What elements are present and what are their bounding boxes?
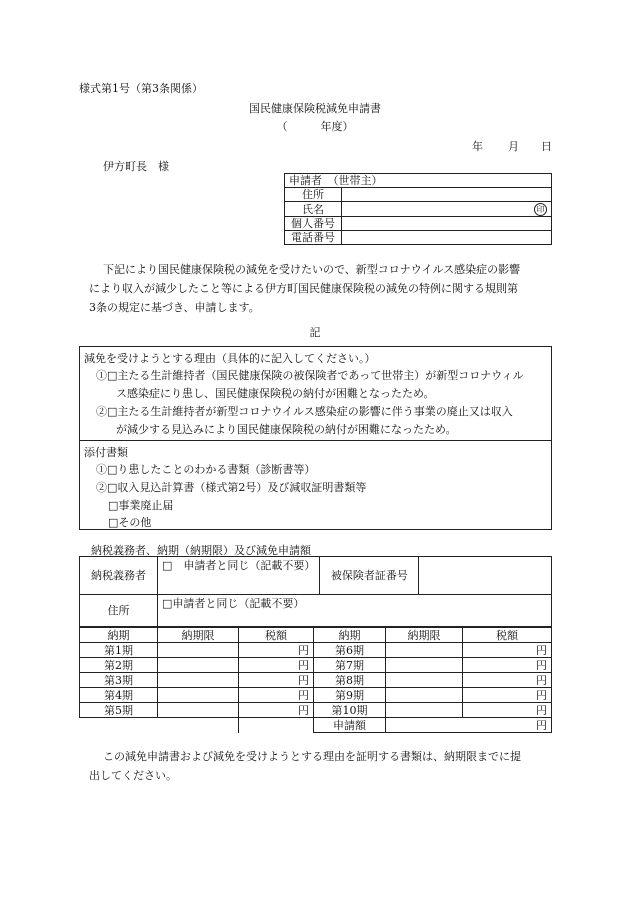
blank-cell — [158, 718, 239, 733]
name-field[interactable] — [342, 202, 552, 217]
amount-cell[interactable]: 円 — [463, 658, 552, 673]
addressee: 伊方町長 様 — [103, 160, 169, 173]
form-title: 国民健康保険税減免申請書 — [249, 102, 381, 115]
reason-item-1-cont: ス感染症にり患し、国民健康保険税の納付が困難となったため。 — [116, 387, 435, 400]
period-label: 第4期 — [80, 688, 158, 703]
amount-cell[interactable]: 円 — [239, 673, 314, 688]
footer-line-1: この減免申請書および減免を受けようとする理由を証明する書類は、納期限までに提 — [103, 750, 521, 763]
phone-label: 電話番号 — [285, 231, 342, 245]
total-amount-cell[interactable]: 円 — [386, 718, 552, 733]
name-label: 氏名 — [285, 202, 342, 217]
deadline-cell[interactable] — [386, 643, 463, 658]
period-label: 第2期 — [80, 658, 158, 673]
reason-attachments-box — [79, 346, 552, 530]
applicant-table — [284, 173, 552, 245]
taxpayer-table — [79, 556, 552, 627]
form-number: 様式第1号（第3条関係） — [79, 82, 203, 95]
attachment-item-1[interactable]: ①□り患したことのわかる書類（診断書等） — [96, 463, 316, 476]
total-label: 申請額 — [314, 718, 386, 733]
period-label: 第10期 — [314, 703, 386, 718]
intro-line-2: により収入が減少したこと等による伊方町国民健康保険税の減免の特例に関する規則第 — [89, 282, 518, 295]
box-divider — [80, 440, 551, 441]
reason-item-2-cont: が減少する見込みにより国民健康保険税の納付が困難になったため。 — [116, 423, 457, 436]
attachment-sub-1[interactable]: □事業廃止届 — [108, 499, 174, 512]
reason-item-1[interactable]: ①□主たる生計維持者（国民健康保険の被保険者であって世帯主）が新型コロナウィル — [96, 369, 524, 382]
amount-cell[interactable]: 円 — [463, 688, 552, 703]
deadline-cell[interactable] — [158, 643, 239, 658]
period-label: 第8期 — [314, 673, 386, 688]
amount-cell[interactable]: 円 — [239, 703, 314, 718]
col-amount-right: 税額 — [463, 628, 552, 643]
date-day: 日 — [541, 140, 552, 153]
deadline-cell[interactable] — [386, 658, 463, 673]
reason-heading: 減免を受けようとする理由（具体的に記入してください。） — [84, 352, 376, 365]
deadline-cell[interactable] — [158, 688, 239, 703]
col-deadline-left: 納期限 — [158, 628, 239, 643]
col-amount-left: 税額 — [239, 628, 314, 643]
period-label: 第5期 — [80, 703, 158, 718]
seal-mark: 印 — [534, 203, 547, 216]
deadline-cell[interactable] — [386, 688, 463, 703]
intro-line-3: 3条の規定に基づき、申請します。 — [89, 301, 260, 314]
phone-field[interactable] — [342, 231, 552, 245]
payment-heading: 納税義務者、納期（納期限）及び減免申請額 — [91, 544, 311, 557]
deadline-cell[interactable] — [386, 673, 463, 688]
intro-line-1: 下記により国民健康保険税の減免を受けたいので、新型コロナウイルス感染症の影響 — [103, 263, 521, 276]
applicant-heading: 申請者 （世帯主） — [285, 174, 552, 188]
period-label: 第9期 — [314, 688, 386, 703]
blank-cell — [80, 718, 158, 733]
personal-number-label: 個人番号 — [285, 217, 342, 231]
taxpayer-address-label: 住所 — [80, 595, 158, 627]
insured-number-label: 被保険者証番号 — [320, 557, 419, 595]
deadline-cell[interactable] — [158, 673, 239, 688]
address-label: 住所 — [285, 188, 342, 202]
taxpayer-same-checkbox[interactable]: □ 申請者と同じ（記載不要） — [158, 557, 320, 595]
deadline-cell[interactable] — [386, 703, 463, 718]
period-label: 第6期 — [314, 643, 386, 658]
footer-line-2: 出してください。 — [89, 769, 177, 782]
ki-heading: 記 — [309, 326, 321, 339]
attachments-heading: 添付書類 — [84, 446, 128, 459]
col-period-left: 納期 — [80, 628, 158, 643]
personal-number-field[interactable] — [342, 217, 552, 231]
fiscal-year: （ 年度） — [276, 120, 354, 133]
amount-cell[interactable]: 円 — [239, 658, 314, 673]
date-year: 年 — [472, 140, 483, 153]
col-period-right: 納期 — [314, 628, 386, 643]
blank-cell — [239, 718, 314, 733]
reason-item-2[interactable]: ②□主たる生計維持者が新型コロナウイルス感染症の影響に伴う事業の廃止又は収入 — [96, 405, 513, 418]
date-month: 月 — [508, 140, 519, 153]
amount-cell[interactable]: 円 — [463, 703, 552, 718]
amount-cell[interactable]: 円 — [239, 688, 314, 703]
amount-cell[interactable]: 円 — [463, 643, 552, 658]
deadline-cell[interactable] — [158, 703, 239, 718]
amount-cell[interactable]: 円 — [239, 643, 314, 658]
attachment-item-2[interactable]: ②□収入見込計算書（様式第2号）及び減収証明書類等 — [96, 481, 367, 494]
address-field[interactable] — [342, 188, 552, 202]
insured-number-field[interactable] — [419, 557, 552, 595]
taxpayer-address-same-checkbox[interactable]: □申請者と同じ（記載不要） — [158, 595, 552, 627]
period-label: 第3期 — [80, 673, 158, 688]
taxpayer-label: 納税義務者 — [80, 557, 158, 595]
period-label: 第7期 — [314, 658, 386, 673]
amount-cell[interactable]: 円 — [463, 673, 552, 688]
deadline-cell[interactable] — [158, 658, 239, 673]
period-label: 第1期 — [80, 643, 158, 658]
col-deadline-right: 納期限 — [386, 628, 463, 643]
installment-table — [79, 627, 552, 733]
attachment-sub-2[interactable]: □その他 — [108, 516, 152, 529]
